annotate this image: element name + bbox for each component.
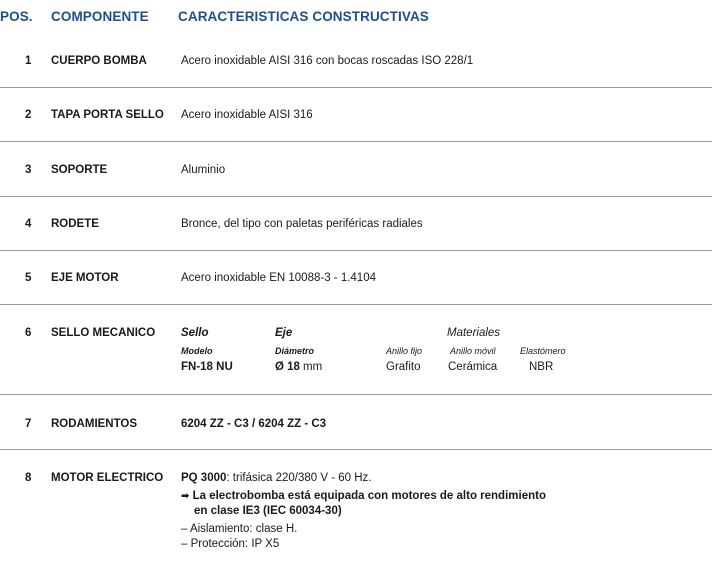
seal-sello-label: Sello xyxy=(181,327,209,339)
motor-efficiency-line1: ➡ La electrobomba está equipada con motores de alto rendimiento xyxy=(181,490,546,502)
row-pos: 5 xyxy=(25,272,32,284)
row-description: 6204 ZZ - C3 / 6204 ZZ - C3 xyxy=(181,418,327,430)
row-component: TAPA PORTA SELLO xyxy=(51,109,164,121)
motor-spec xyxy=(181,472,372,484)
row-component: SOPORTE xyxy=(51,164,108,176)
row-description: Acero inoxidable AISI 316 con bocas roscadas ISO 228/1 xyxy=(181,55,474,67)
seal-modelo-label: Modelo xyxy=(181,346,213,356)
header-characteristics: CARACTERISTICAS CONSTRUCTIVAS xyxy=(178,9,429,24)
row-description: Bronce, del tipo con paletas periféricas radiales xyxy=(181,218,423,230)
row-divider xyxy=(0,394,712,395)
row-divider xyxy=(0,87,712,88)
arrow-right-icon: ➡ xyxy=(181,491,190,502)
seal-eje-label: Eje xyxy=(275,327,293,339)
row-description: Acero inoxidable EN 10088-3 - 1.4104 xyxy=(181,272,376,284)
row-description: Aluminio xyxy=(181,164,226,176)
row-component: RODAMIENTOS xyxy=(51,418,138,430)
seal-diametro-unit: mm xyxy=(303,361,323,373)
row-component: CUERPO BOMBA xyxy=(51,55,147,67)
motor-efficiency-line2: en clase IE3 (IEC 60034-30) xyxy=(194,505,342,517)
row-pos: 7 xyxy=(25,418,32,430)
seal-diametro-value: Ø 18 xyxy=(275,361,300,373)
row-pos: 6 xyxy=(25,327,32,339)
motor-protection: – Protección: IP X5 xyxy=(181,538,280,550)
seal-elastomero-value: NBR xyxy=(529,361,554,373)
row-pos: 2 xyxy=(25,109,32,121)
row-divider xyxy=(0,141,712,142)
row-pos: 4 xyxy=(25,218,32,230)
header-component: COMPONENTE xyxy=(51,9,149,24)
row-pos: 8 xyxy=(25,472,32,484)
row-component: MOTOR ELECTRICO xyxy=(51,472,164,484)
row-component: SELLO MECANICO xyxy=(51,327,156,339)
seal-anillo-fijo-label: Anillo fijo xyxy=(386,346,423,356)
seal-diametro-label: Diámetro xyxy=(275,346,315,356)
seal-anillo-movil-value: Cerámica xyxy=(448,361,498,373)
row-divider xyxy=(0,449,712,450)
row-pos: 1 xyxy=(25,55,32,67)
motor-model: PQ 3000 xyxy=(181,472,227,484)
row-divider xyxy=(0,250,712,251)
row-component: RODETE xyxy=(51,218,99,230)
row-divider xyxy=(0,304,712,305)
motor-supply: : trifásica 220/380 V - 60 Hz. xyxy=(226,472,372,484)
row-description: Acero inoxidable AISI 316 xyxy=(181,109,313,121)
seal-anillo-movil-label: Anillo móvil xyxy=(450,346,496,356)
header-pos: POS. xyxy=(0,9,33,24)
motor-insulation: – Aislamiento: clase H. xyxy=(181,523,298,535)
row-component: EJE MOTOR xyxy=(51,272,119,284)
seal-anillo-fijo-value: Grafito xyxy=(386,361,421,373)
row-pos: 3 xyxy=(25,164,32,176)
seal-elastomero-label: Elastómero xyxy=(520,346,566,356)
seal-modelo-value: FN-18 NU xyxy=(181,361,233,373)
seal-materiales-label: Materiales xyxy=(447,327,501,339)
row-divider xyxy=(0,196,712,197)
